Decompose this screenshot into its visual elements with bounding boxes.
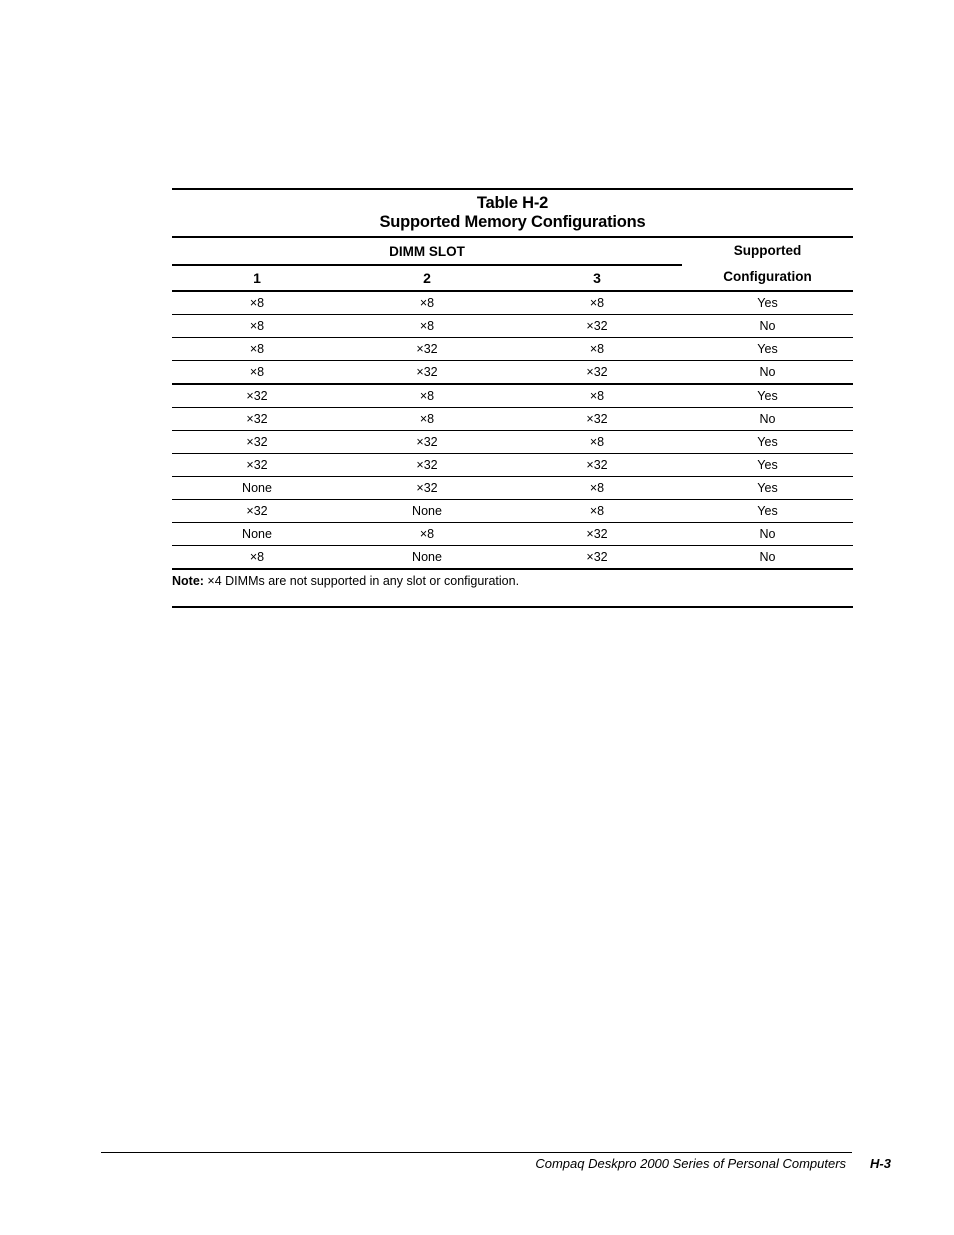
table-row — [172, 315, 853, 338]
slot-3-cell: ×8 — [512, 384, 682, 408]
slot-1-cell: None — [172, 477, 342, 500]
slot-1-cell: ×32 — [172, 500, 342, 523]
table-row — [172, 546, 853, 570]
slot-2-cell: ×8 — [342, 315, 512, 338]
slot-3-cell: ×32 — [512, 408, 682, 431]
supported-cell: No — [682, 408, 853, 431]
slot-2-cell: ×8 — [342, 384, 512, 408]
slot-3-cell: ×32 — [512, 546, 682, 570]
table-row — [172, 384, 853, 408]
slot-3-cell: ×32 — [512, 523, 682, 546]
table-row — [172, 431, 853, 454]
slot-1-cell: ×32 — [172, 408, 342, 431]
table-row — [172, 291, 853, 315]
footer-title: Compaq Deskpro 2000 Series of Personal Computers — [535, 1156, 847, 1171]
slot-1-cell: ×32 — [172, 454, 342, 477]
slot-3-cell: ×8 — [512, 500, 682, 523]
table-number: Table H-2 — [476, 194, 549, 212]
note-text: ×4 DIMMs are not supported in any slot or configuration. — [203, 574, 520, 588]
supported-configuration-header — [682, 237, 853, 291]
slot-3-cell: ×8 — [512, 477, 682, 500]
page-footer — [101, 1156, 891, 1171]
memory-config-table — [172, 236, 853, 570]
slot-1-cell: None — [172, 523, 342, 546]
slot-1-cell: ×8 — [172, 361, 342, 385]
slot-3-cell: ×8 — [512, 291, 682, 315]
supported-cell: Yes — [682, 431, 853, 454]
slot-1-cell: ×8 — [172, 338, 342, 361]
supported-cell: Yes — [682, 338, 853, 361]
slot-1-cell: ×8 — [172, 315, 342, 338]
slot-1-header: 1 — [172, 265, 342, 291]
slot-2-cell: ×32 — [342, 431, 512, 454]
table-row — [172, 500, 853, 523]
supported-cell: Yes — [682, 291, 853, 315]
dimm-slot-header: DIMM SLOT — [172, 237, 682, 265]
slot-2-cell: None — [342, 500, 512, 523]
slot-2-cell: None — [342, 546, 512, 570]
supported-cell: Yes — [682, 500, 853, 523]
slot-2-cell: ×8 — [342, 291, 512, 315]
slot-2-cell: ×32 — [342, 454, 512, 477]
slot-3-cell: ×32 — [512, 361, 682, 385]
table-caption — [172, 190, 853, 236]
supported-cell: Yes — [682, 477, 853, 500]
table-note — [172, 570, 853, 608]
supported-cell: No — [682, 523, 853, 546]
table-row — [172, 523, 853, 546]
slot-1-cell: ×8 — [172, 291, 342, 315]
supported-cell: Yes — [682, 454, 853, 477]
table-row — [172, 408, 853, 431]
memory-config-table-block — [172, 188, 853, 608]
supported-header-line2: Configuration — [723, 269, 812, 284]
slot-2-cell: ×32 — [342, 361, 512, 385]
slot-3-cell: ×8 — [512, 431, 682, 454]
supported-cell: No — [682, 315, 853, 338]
table-row — [172, 338, 853, 361]
slot-2-cell: ×8 — [342, 408, 512, 431]
slot-3-cell: ×8 — [512, 338, 682, 361]
supported-cell: No — [682, 361, 853, 385]
slot-3-cell: ×32 — [512, 454, 682, 477]
slot-2-header: 2 — [342, 265, 512, 291]
slot-2-cell: ×32 — [342, 477, 512, 500]
slot-2-cell: ×8 — [342, 523, 512, 546]
slot-1-cell: ×32 — [172, 431, 342, 454]
table-row — [172, 477, 853, 500]
table-title: Supported Memory Configurations — [379, 213, 646, 231]
note-label: Note: — [172, 574, 204, 588]
slot-1-cell: ×32 — [172, 384, 342, 408]
supported-header-line1: Supported — [733, 243, 802, 258]
footer-rule — [101, 1152, 852, 1153]
page-number: H-3 — [870, 1156, 891, 1171]
slot-2-cell: ×32 — [342, 338, 512, 361]
supported-cell: Yes — [682, 384, 853, 408]
slot-3-cell: ×32 — [512, 315, 682, 338]
table-row — [172, 454, 853, 477]
table-row — [172, 361, 853, 385]
supported-cell: No — [682, 546, 853, 570]
slot-3-header: 3 — [512, 265, 682, 291]
slot-1-cell: ×8 — [172, 546, 342, 570]
